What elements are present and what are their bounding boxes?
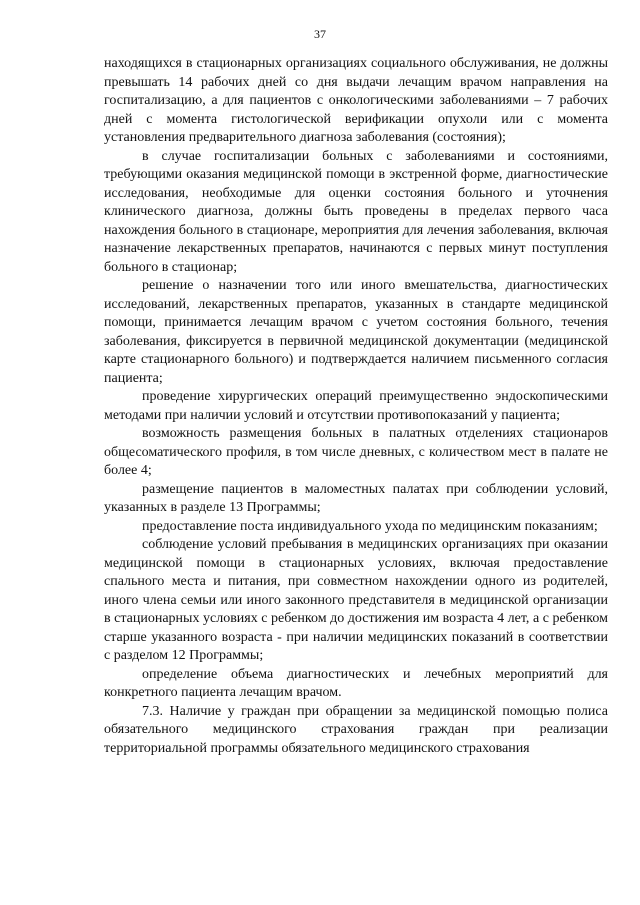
paragraph-continuation: находящихся в стационарных организациях социального обслуживания, не должны превышать 14 рабочих дней со дня выдачи лечащим врачом направления на госпитализацию, а для пациентов с онкологическими заболеваниями – 7 рабочих дней с момента гистологической верификации опухоли или с момента установления предварительного диагноза заболевания (состояния); — [104, 56, 608, 145]
paragraph-individual-care: предоставление поста индивидуального ухода по медицинским показаниям; — [142, 518, 598, 534]
document-body — [104, 55, 608, 758]
paragraph-treatment-decision: решение о назначении того или иного вмешательства, диагностических исследований, лекарственных препаратов, указанных в стандарте медицинской помощи, принимается лечащим врачом с учетом состояния больного, течения заболевания, фиксируется в первичной медицинской документации (медицинской карте стационарного больного) и подтверждается наличием письменного согласия пациента; — [104, 278, 608, 386]
paragraph-section-7-3: 7.3. Наличие у граждан при обращении за медицинской помощью полиса обязательного медицинского страхования граждан при реализации территориальной программы обязательного медицинского страхования — [104, 703, 608, 756]
paragraph-scope-determination: определение объема диагностических и лечебных мероприятий для конкретного пациента лечащим врачом. — [104, 666, 608, 700]
paragraph-emergency-hospitalization: в случае госпитализации больных с заболеваниями и состояниями, требующими оказания медицинской помощи в экстренной форме, диагностические исследования, необходимые для оценки состояния больного и уточнения клинического диагноза, должны быть проведены в пределах первого часа нахождения больного в стационаре, мероприятия для лечения заболевания, включая назначение лекарственных препаратов, начинаются с первых минут поступления больного в стационар; — [104, 148, 608, 275]
paragraph-surgery: проведение хирургических операций преимущественно эндоскопическими методами при наличии условий и отсутствии противопоказаний у пациента; — [104, 389, 608, 423]
page-number: 37 — [314, 27, 326, 41]
paragraph-stay-conditions: соблюдение условий пребывания в медицинских организациях при оказании медицинской помощи в стационарных условиях, включая предоставление спального места и питания, при совместном нахождении одного из родителей, иного члена семьи или иного законного представителя в медицинской организации в стационарных условиях с ребенком до достижения им возраста 4 лет, а с ребенком старше указанного возраста - при наличии медицинских показаний в соответствии с разделом 12 Программы; — [104, 537, 608, 663]
paragraph-small-wards: размещение пациентов в маломестных палатах при соблюдении условий, указанных в разделе 13 Программы; — [104, 481, 608, 515]
paragraph-ward-placement: возможность размещения больных в палатных отделениях стационаров общесоматического профиля, в том числе дневных, с количеством мест в палате не более 4; — [104, 426, 608, 478]
